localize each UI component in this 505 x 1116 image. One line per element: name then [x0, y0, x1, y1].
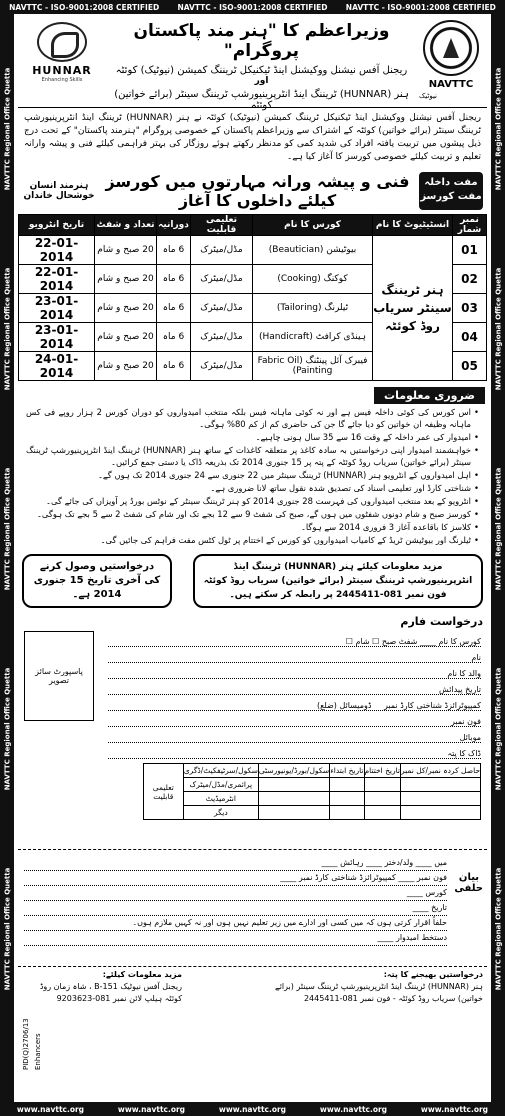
photo-placeholder: پاسپورٹ سائز تصویر: [24, 631, 94, 721]
duration: 6 ماہ: [157, 265, 191, 294]
field-label: فون نمبر: [450, 717, 481, 726]
website-link[interactable]: www.navttc.org: [218, 1104, 287, 1114]
notes-title: ضروری معلومات: [374, 387, 485, 404]
website-link[interactable]: www.navttc.org: [16, 1104, 85, 1114]
hunnar-logo-subtitle: Enhancing Skills: [41, 77, 83, 83]
qualification-label: تعلیمی قابلیت: [143, 764, 183, 820]
interview-date: 23-01-2014: [19, 323, 95, 352]
field-label: والد کا نام: [447, 669, 481, 678]
form-field[interactable]: [108, 679, 481, 695]
side-bar-text: NAVTTC Regional Office Quetta: [494, 67, 502, 191]
seats-shift: 20 صبح و شام: [95, 352, 157, 381]
row-number: 05: [453, 352, 487, 381]
qualification: مڈل/میٹرک: [191, 352, 253, 381]
header: [18, 16, 487, 111]
form-field[interactable]: [108, 647, 481, 663]
field-label: موبائل: [459, 733, 481, 742]
list-item: • اس کورس کی کوئی داخلہ فیس ہے اور نہ کوئی ماہانہ فیس بلکہ منتخب امیدواروں کو دوران کورس 2 ہزار روپے فی کس ماہانہ وظیفہ ان خواتین کو دیا جائے گا جن کی حاضری کم از کم 80% ہوگی۔: [26, 406, 479, 430]
pid-code: PID(Q)2706/13 Enhancers: [22, 1018, 42, 1070]
side-bar-text: NAVTTC Regional Office Quetta: [3, 667, 11, 791]
declaration-line[interactable]: کورس ____: [24, 886, 447, 901]
banner-row: [18, 168, 487, 214]
seats-shift: 20 صبح و شام: [95, 294, 157, 323]
course-name: ہینڈی کرافٹ (Handicraft): [253, 323, 373, 352]
header-line: ہنر (HUNNAR) ٹریننگ اینڈ انٹرپرینیورشپ ٹریننگ سینٹر (برائے خواتین) کوئٹہ: [114, 89, 409, 111]
side-bar-text: NAVTTC Regional Office Quetta: [494, 267, 502, 391]
seats-shift: 20 صبح و شام: [95, 236, 157, 265]
seats-shift: 20 صبح و شام: [95, 265, 157, 294]
table-header-row: [143, 764, 480, 778]
duration: 6 ماہ: [157, 294, 191, 323]
form-fields: [108, 631, 481, 759]
top-bar: [0, 0, 505, 14]
declaration-lines: [24, 856, 447, 946]
duration: 6 ماہ: [157, 236, 191, 265]
side-bar-text: NAVTTC Regional Office Quetta: [494, 467, 502, 591]
hunnar-logo: [22, 20, 102, 94]
table-row[interactable]: [143, 778, 480, 792]
navttc-logo-urdu: نیوٹیک: [419, 92, 438, 100]
notes-list: [18, 404, 487, 549]
info-row: [22, 555, 483, 607]
list-item: • شناختی کارڈ اور تعلیمی اسناد کی تصدیق شدہ نقول ساتھ لانا ضروری ہے۔: [26, 482, 479, 494]
declaration-title: بیان حلفی: [454, 872, 483, 894]
list-item: • ٹیلرنگ اور بیوٹیشن ٹریڈ کے کامیاب امیدواروں کو کورس کے اختتام پر ٹول کٹس مفت فراہم کی جائیں گی۔: [26, 534, 479, 546]
column-header: انسٹیٹیوٹ کا نام: [373, 215, 453, 236]
header-line: ریجنل آفس نیشنل ووکیشنل اینڈ ٹیکنیکل ٹریننگ کمیشن (نیوٹیک) کوئٹہ: [115, 65, 408, 76]
side-bar-text: NAVTTC Regional Office Quetta: [3, 267, 11, 391]
side-bar-text: NAVTTC Regional Office Quetta: [3, 67, 11, 191]
interview-date: 24-01-2014: [19, 352, 95, 381]
course-name: ٹیلرنگ (Tailoring): [253, 294, 373, 323]
row-number: 03: [453, 294, 487, 323]
deadline-box: درخواستیں وصول کرنے کی آخری تاریخ 15 جنوری 2014 ہے۔: [22, 554, 172, 608]
field-label: تاریخ پیدائش: [439, 685, 481, 694]
footer-address-text: ہنر (HUNNAR) ٹریننگ اینڈ انٹرپرینیورشپ ٹریننگ سینٹر (برائے خواتین) سریاب روڈ کوئٹہ - فون نمبر 081-2445411: [275, 982, 483, 1003]
column-header: نمبر شمار: [453, 215, 487, 236]
right-side-bar: [491, 14, 505, 1102]
top-bar-text: NAVTTC - ISO-9001:2008 CERTIFIED: [177, 2, 328, 12]
form-title: درخواست فارم: [400, 615, 483, 628]
main-content: [18, 16, 487, 1098]
side-bar-text: NAVTTC Regional Office Quetta: [3, 867, 11, 991]
list-item: • امیدوار کی عمر داخلہ کے وقت 16 سے 35 سال ہونی چاہیے۔: [26, 431, 479, 443]
free-admission-badge: مفت داخلہ مفت کورسز: [419, 172, 483, 210]
courses-table: [18, 214, 487, 381]
qualification: مڈل/میٹرک: [191, 265, 253, 294]
qualification: مڈل/میٹرک: [191, 236, 253, 265]
course-name: کوکنگ (Cooking): [253, 265, 373, 294]
column-header: تاریخ اختتام: [364, 764, 400, 778]
list-item: • انٹرویو کے بعد منتخب امیدواروں کی فہرست 28 جنوری 2014 کو ہنر ٹریننگ سینٹر کے نوٹس بورڈ پر آویزاں کی جائے گی۔: [26, 495, 479, 507]
qualification: مڈل/میٹرک: [191, 294, 253, 323]
list-item: • خواہشمند امیدوار اپنی درخواستیں بہ سادہ کاغذ پر متعلقہ کاغذات کے ساتھ ہنر (HUNNAR) ٹریننگ اینڈ انٹرپرینیورشپ ٹریننگ سینٹر (برائے خواتین) سریاب روڈ کوئٹہ کے پتہ پر 15 جنوری 2014 تک بذریعہ ڈاک یا دستی جمع کرائیں۔: [26, 444, 479, 468]
navttc-logo-name: NAVTTC: [428, 79, 474, 90]
table-row: [19, 236, 487, 265]
divider: [18, 849, 487, 850]
page-title: وزیراعظم کا "ہنر مند پاکستان پروگرام": [133, 21, 390, 61]
form-field[interactable]: [108, 711, 481, 727]
column-header: تاریخ انٹرویو: [19, 215, 95, 236]
list-item: • کلاسز کا باقاعدہ آغاز 3 فروری 2014 سے ہوگا۔: [26, 521, 479, 533]
slogan: ہنرمند انسان خوشحال خاندان: [23, 181, 95, 201]
row-number: 04: [453, 323, 487, 352]
interview-date: 22-01-2014: [19, 236, 95, 265]
declaration-line[interactable]: فون نمبر ____ کمپیوٹرائزڈ شناختی کارڈ نمبر ____: [24, 871, 447, 886]
form-field[interactable]: [108, 663, 481, 679]
website-link[interactable]: www.navttc.org: [319, 1104, 388, 1114]
admission-headline: فنی و پیشہ ورانہ مہارتوں میں کورسز کیلئے داخلوں کا آغاز: [105, 172, 410, 210]
footer-info-title: مزید معلومات کیلئے:: [102, 970, 182, 979]
seats-shift: 20 صبح و شام: [95, 323, 157, 352]
form-field[interactable]: [108, 631, 481, 647]
side-bar-text: NAVTTC Regional Office Quetta: [494, 667, 502, 791]
side-bar-text: NAVTTC Regional Office Quetta: [494, 867, 502, 991]
duration: 6 ماہ: [157, 352, 191, 381]
side-bar-text: NAVTTC Regional Office Quetta: [3, 467, 11, 591]
declaration-line[interactable]: دستخط امیدوار ____: [24, 931, 447, 946]
website-link[interactable]: www.navttc.org: [117, 1104, 186, 1114]
column-header: تعداد و شفٹ: [95, 215, 157, 236]
duration: 6 ماہ: [157, 323, 191, 352]
course-name: فیبرک آئل پینٹنگ (Fabric Oil Painting): [253, 352, 373, 381]
column-header: سکول/سرٹیفکیٹ/ڈگری: [183, 764, 258, 778]
field-label: نام: [471, 653, 481, 662]
footer-info: [22, 969, 182, 1005]
column-header: سکول/بورڈ/یونیورسٹی: [258, 764, 329, 778]
intro-paragraph: ریجنل آفس نیشنل ووکیشنل اینڈ ٹیکنیکل ٹریننگ کمیشن (نیوٹیک) کوئٹہ نے ہنر (HUNNAR) ٹریننگ اینڈ انٹرپرینیورشپ ٹریننگ سینٹر (برائے خواتین) کوئٹہ کے اشتراک سے وزیراعظم پاکستان کے خصوصی پروگرام "ہنرمند پاکستان" کے تحت درج ذیل پیشوں میں تربیت یافتہ افراد کی شدید کمی کو مدنظر رکھتے ہوئے روزگار کی بہتر فراہمی کیلئے فنی و پیشہ وارانہ تعلیم و تربیت کیلئے خصوصی کورسز کا آغاز کیا ہے۔: [24, 113, 481, 162]
declaration: [18, 854, 487, 966]
top-bar-text: NAVTTC - ISO-9001:2008 CERTIFIED: [345, 2, 496, 12]
list-item: • اہل امیدواروں کے انٹرویو ہنر (HUNNAR) ٹریننگ سینٹر میں 22 جنوری سے 24 جنوری 2014 تک ہوں گے۔: [26, 469, 479, 481]
column-header: حاصل کردہ نمبر/کل نمبر: [401, 764, 481, 778]
qualification-table: [143, 763, 481, 820]
notes-heading: [18, 387, 487, 404]
navttc-seal-icon: [423, 20, 479, 76]
column-header: تعلیمی قابلیت: [191, 215, 253, 236]
footer-info-text: ریجنل آفس نیوٹیک B-151 ، شاہ زمان روڈ کوئٹہ ہیلپ لائن نمبر 081-9203623: [39, 982, 182, 1003]
qualification: مڈل/میٹرک: [191, 323, 253, 352]
table-row[interactable]: [143, 792, 480, 806]
footer-address: [263, 969, 483, 1005]
website-link[interactable]: www.navttc.org: [420, 1104, 489, 1114]
list-item: • کورسز صبح و شام دونوں شفٹوں میں ہوں گے، صبح کی شفٹ 9 سے 12 بجے تک اور شام کی شفٹ 2 سے 5 بجے تک ہوگی۔: [26, 508, 479, 520]
interview-date: 23-01-2014: [19, 294, 95, 323]
column-header: دورانیہ: [157, 215, 191, 236]
table-row[interactable]: [143, 806, 480, 820]
institute-name: ہنر ٹریننگ سینٹر سریاب روڈ کوئٹہ: [373, 236, 453, 381]
header-line: اور: [254, 76, 269, 86]
row-number: 01: [453, 236, 487, 265]
navttc-logo: [419, 20, 483, 100]
interview-date: 22-01-2014: [19, 265, 95, 294]
footer-address-title: درخواستیں بھیجنے کا پتہ:: [383, 970, 483, 979]
column-header: کورس کا نام: [253, 215, 373, 236]
column-header: تاریخ ابتداء: [330, 764, 364, 778]
field-label: کمپیوٹرائزڈ شناختی کارڈ نمبر: [383, 701, 481, 710]
bottom-bar: [0, 1102, 505, 1116]
hunnar-logo-name: HUNNAR: [32, 64, 92, 77]
declaration-line: حلفاً اقرار کرتی ہوں کہ میں کسی اور ادارے میں زیر تعلیم نہیں ہوں اور نہ کہیں ملازم ہوں۔: [24, 916, 447, 931]
declaration-line[interactable]: میں ____ ولد/دختر ____ رہائش ____: [24, 856, 447, 871]
top-bar-text: NAVTTC - ISO-9001:2008 CERTIFIED: [9, 2, 160, 12]
contact-box: مزید معلومات کیلئے ہنر (HUNNAR) ٹریننگ اینڈ انٹرپرینیورشپ ٹریننگ سینٹر (برائے خواتین) سریاب روڈ کوئٹہ فون نمبر 081-2445411 پر رابطہ کر سکتے ہیں۔: [193, 554, 483, 608]
qual-row-label: پرائمری/مڈل/میٹرک: [183, 778, 258, 792]
form-field[interactable]: [108, 695, 481, 711]
field-label: ڈومیسائل (ضلع): [316, 701, 372, 710]
form-field[interactable]: [108, 743, 481, 759]
row-number: 02: [453, 265, 487, 294]
field-label: کورس کا نام ____ شفٹ صبح ☐ شام ☐: [345, 637, 481, 646]
table-header-row: [19, 215, 487, 236]
field-label: ڈاک کا پتہ: [447, 749, 481, 758]
header-title-block: [108, 20, 415, 111]
declaration-line[interactable]: تاریخ ____: [24, 901, 447, 916]
application-form: [18, 613, 487, 845]
qual-row-label: انٹرمیڈیٹ: [183, 792, 258, 806]
qual-row-label: دیگر: [183, 806, 258, 820]
form-field[interactable]: [108, 727, 481, 743]
hunnar-logo-icon: [37, 22, 87, 62]
course-name: بیوٹیشن (Beautician): [253, 236, 373, 265]
footer: [18, 966, 487, 1070]
left-side-bar: [0, 14, 14, 1102]
